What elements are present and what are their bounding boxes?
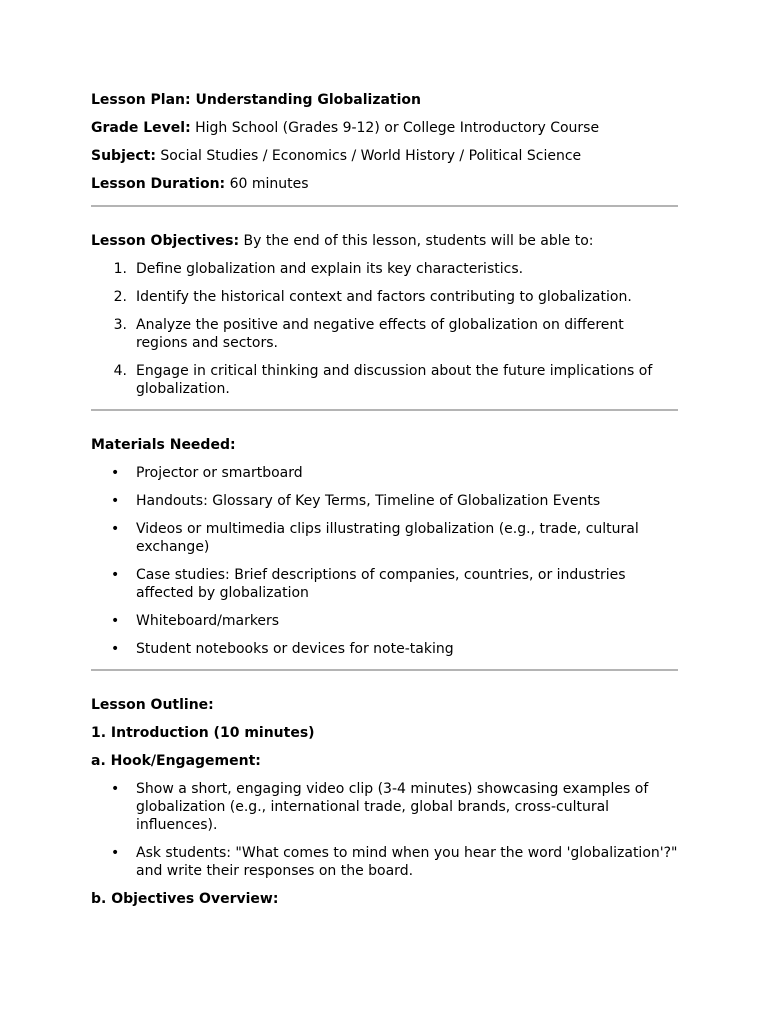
divider <box>91 409 678 411</box>
grade-level-line <box>91 119 678 137</box>
duration-line <box>91 175 678 193</box>
objective-text: Analyze the positive and negative effects of globalization on different regions and sectors. <box>136 317 624 351</box>
materials-heading: Materials Needed: <box>91 437 236 453</box>
divider <box>91 205 678 207</box>
subject-label: Subject: <box>91 148 156 164</box>
objective-text: Engage in critical thinking and discussion about the future implications of globalization. <box>136 363 653 397</box>
materials-item <box>91 640 678 658</box>
document-content <box>91 91 678 908</box>
materials-item <box>91 566 678 602</box>
bullet: • <box>111 521 120 537</box>
subsection-heading: a. Hook/Engagement: <box>91 753 261 769</box>
objective-number: 4. <box>113 363 127 379</box>
objective-item <box>91 288 678 306</box>
materials-item-text: Whiteboard/markers <box>136 613 280 629</box>
bullet: • <box>111 641 120 657</box>
objective-text: Define globalization and explain its key characteristics. <box>136 261 524 277</box>
objective-item <box>91 362 678 398</box>
subject-value: Social Studies / Economics / World History / Political Science <box>155 148 582 164</box>
duration-value: 60 minutes <box>225 176 309 192</box>
subsection-heading: b. Objectives Overview: <box>91 891 279 907</box>
objective-number: 2. <box>113 289 127 305</box>
materials-item-text: Videos or multimedia clips illustrating globalization (e.g., trade, cultural exchange) <box>136 521 639 555</box>
hook-list <box>91 780 678 880</box>
divider <box>91 669 678 671</box>
objective-item <box>91 316 678 352</box>
objective-item <box>91 260 678 278</box>
bullet: • <box>111 781 120 797</box>
materials-item <box>91 612 678 630</box>
objective-number: 3. <box>113 317 127 333</box>
grade-level-label: Grade Level: <box>91 120 191 136</box>
lesson-title: Lesson Plan: Understanding Globalization <box>91 92 422 108</box>
objectives-list <box>91 260 678 398</box>
objective-text: Identify the historical context and factors contributing to globalization. <box>136 289 632 305</box>
bullet: • <box>111 493 120 509</box>
materials-item <box>91 464 678 482</box>
section-heading: 1. Introduction (10 minutes) <box>91 725 315 741</box>
grade-level-value: High School (Grades 9-12) or College Introductory Course <box>190 120 600 136</box>
outline-heading: Lesson Outline: <box>91 697 214 713</box>
hook-item-text: Show a short, engaging video clip (3-4 minutes) showcasing examples of globalization (e.g., international trade, global brands, cross-cultural influences). <box>136 781 649 833</box>
duration-label: Lesson Duration: <box>91 176 226 192</box>
hook-item <box>91 844 678 880</box>
hook-item-text: Ask students: "What comes to mind when you hear the word 'globalization'?" and write their responses on the board. <box>136 845 678 879</box>
bullet: • <box>111 845 120 861</box>
materials-item-text: Student notebooks or devices for note-taking <box>136 641 454 657</box>
hook-item <box>91 780 678 834</box>
bullet: • <box>111 613 120 629</box>
objectives-line <box>91 232 678 250</box>
materials-list <box>91 464 678 658</box>
subject-line <box>91 147 678 165</box>
materials-item <box>91 492 678 510</box>
objectives-label: Lesson Objectives: <box>91 233 240 249</box>
materials-item-text: Projector or smartboard <box>136 465 303 481</box>
bullet: • <box>111 465 120 481</box>
materials-item-text: Handouts: Glossary of Key Terms, Timeline of Globalization Events <box>136 493 601 509</box>
materials-item-text: Case studies: Brief descriptions of companies, countries, or industries affected by globalization <box>136 567 626 601</box>
materials-item <box>91 520 678 556</box>
objectives-intro: By the end of this lesson, students will be able to: <box>239 233 594 249</box>
objective-number: 1. <box>113 261 127 277</box>
bullet: • <box>111 567 120 583</box>
